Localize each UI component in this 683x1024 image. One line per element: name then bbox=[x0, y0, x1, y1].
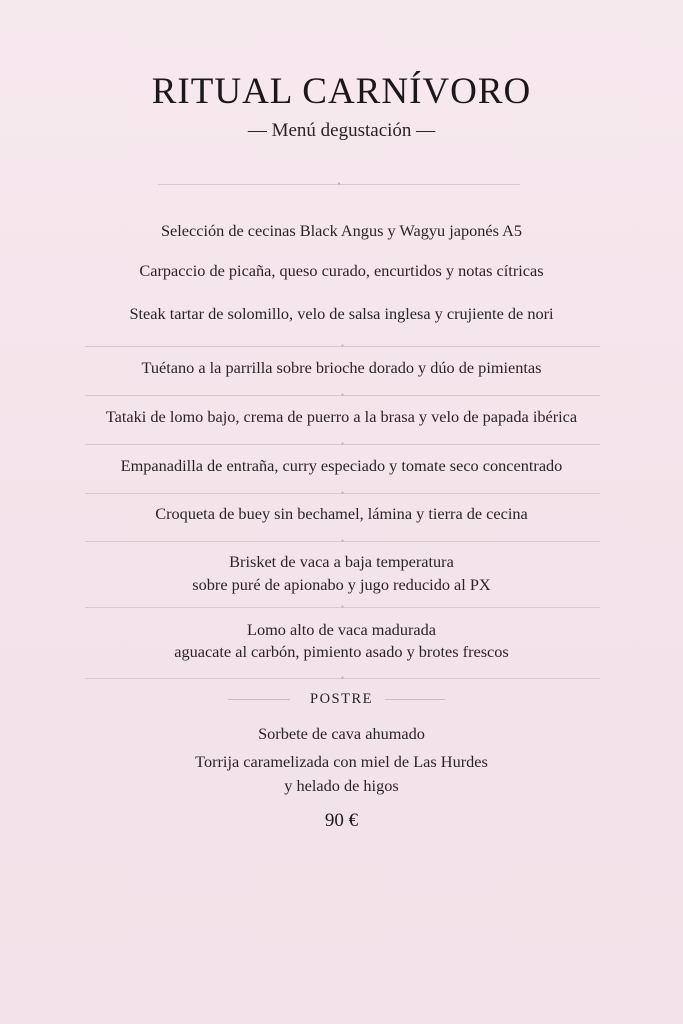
dish-divider bbox=[85, 395, 600, 396]
title-divider bbox=[158, 184, 520, 185]
menu-title: RITUAL CARNÍVORO bbox=[151, 71, 532, 112]
dish-divider bbox=[85, 678, 600, 679]
dish-item-9-line-2: aguacate al carbón, pimiento asado y brotes frescos bbox=[174, 642, 509, 661]
dish-item-8-line-2: sobre puré de apionabo y jugo reducido al PX bbox=[192, 575, 491, 594]
divider-ornament: ● bbox=[340, 491, 345, 496]
divider-ornament: ● bbox=[340, 442, 345, 447]
dish-item-4: Tuétano a la parrilla sobre brioche dorado y dúo de pimientas bbox=[141, 358, 542, 377]
dish-divider bbox=[85, 346, 600, 347]
dish-divider bbox=[85, 607, 600, 608]
dish-divider bbox=[85, 444, 600, 445]
dessert-item-2-line-2: y helado de higos bbox=[284, 776, 399, 795]
dish-divider bbox=[85, 541, 600, 542]
dish-item-3: Steak tartar de solomillo, velo de salsa inglesa y crujiente de nori bbox=[129, 304, 554, 323]
dish-item-7: Croqueta de buey sin bechamel, lámina y tierra de cecina bbox=[155, 504, 528, 523]
dish-item-8-line-1: Brisket de vaca a baja temperatura bbox=[229, 552, 454, 571]
divider-ornament: ● bbox=[340, 393, 345, 398]
divider-ornament: ● bbox=[340, 676, 345, 681]
dish-item-6: Empanadilla de entraña, curry especiado y tomate seco concentrado bbox=[120, 456, 563, 475]
dish-item-9-line-1: Lomo alto de vaca madurada bbox=[247, 620, 436, 639]
divider-ornament: ● bbox=[340, 344, 345, 349]
dish-divider bbox=[85, 493, 600, 494]
dessert-heading: POSTRE bbox=[310, 691, 373, 707]
dessert-item-1: Sorbete de cava ahumado bbox=[258, 724, 425, 743]
dish-item-1: Selección de cecinas Black Angus y Wagyu japonés A5 bbox=[160, 221, 522, 240]
divider-ornament: ● bbox=[337, 182, 341, 187]
dish-item-2: Carpaccio de picaña, queso curado, encurtidos y notas cítricas bbox=[139, 261, 544, 280]
dish-item-5: Tataki de lomo bajo, crema de puerro a la brasa y velo de papada ibérica bbox=[105, 407, 578, 426]
dessert-rule-right bbox=[385, 699, 445, 700]
divider-ornament: ● bbox=[340, 539, 345, 544]
dessert-item-2-line-1: Torrija caramelizada con miel de Las Hurdes bbox=[195, 752, 488, 771]
menu-price: 90 € bbox=[324, 810, 359, 831]
divider-ornament: ● bbox=[340, 605, 345, 610]
menu-subtitle: — Menú degustación — bbox=[247, 120, 436, 141]
